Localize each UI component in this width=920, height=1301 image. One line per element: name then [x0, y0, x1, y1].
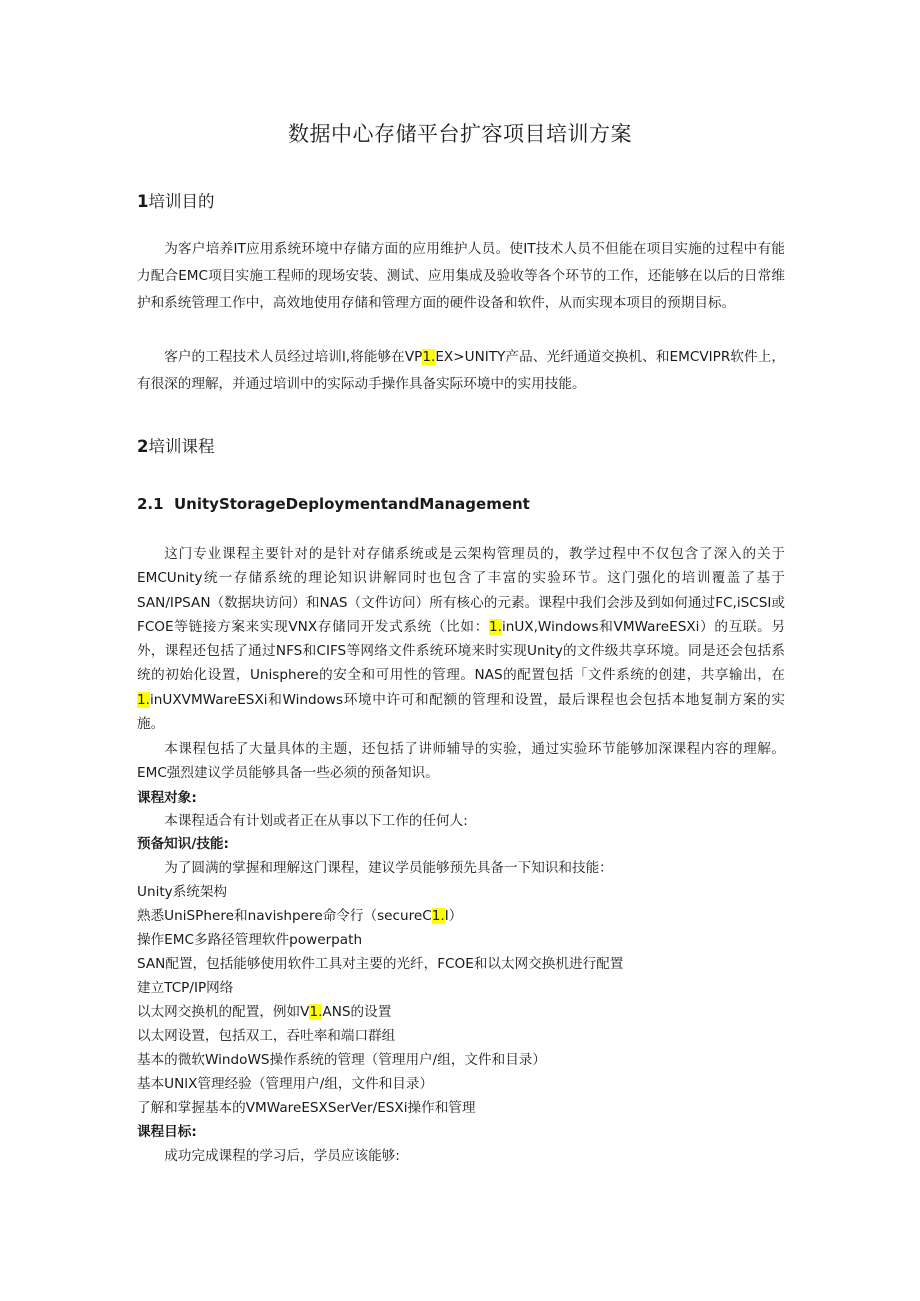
highlighted-text: 1. — [137, 691, 150, 708]
section-1-paragraph-2 — [137, 344, 785, 398]
highlighted-text: 1. — [309, 1004, 323, 1020]
prereq-item — [137, 1096, 785, 1120]
prerequisites-label: 预备知识/技能: — [137, 836, 229, 852]
text-run: 客户的工程技术人员经过培训l,将能够在VP — [164, 349, 423, 365]
text-run: I） — [444, 908, 463, 924]
section-1-paragraph-1: 为客户培养IT应用系统环境中存储方面的应用维护人员。使IT技术人员不但能在项目实施的过程中有能力配合EMC项目实施工程师的现场安装、测试、应用集成及验收等各个环节的工作，还能够在以后的日常维护和系统管理工作中，高效地使用存储和管理方面的硬件设备和软件，从而实现本项目的预期目标。 — [137, 241, 785, 311]
text-run: 以太网交换机的配置，例如V — [137, 1004, 310, 1020]
prereq-item — [137, 904, 785, 928]
section-2-1-heading — [137, 495, 530, 513]
section-2-1-number: 2.1 — [137, 495, 164, 513]
section-1-number: 1 — [137, 192, 149, 211]
highlighted-text: 1. — [488, 618, 502, 635]
section-2-heading — [137, 433, 214, 457]
audience-label: 课程对象: — [137, 790, 197, 806]
text-run: 了解和掌握基本的VMWareESXSerVer/ESXi操作和管理 — [137, 1100, 476, 1116]
prereq-item — [137, 1000, 785, 1024]
section-2-number: 2 — [137, 437, 149, 456]
text-run: ANS的设置 — [322, 1004, 392, 1020]
prereq-item — [137, 1048, 785, 1072]
section-1-heading — [137, 188, 214, 212]
text-run: EX>UNITY产品、光纤通道交换机、和EMCVIPR软件上，有很深的理解，并通过培训中的实际动手操作具备实际环境中的实用技能。 — [137, 349, 785, 392]
prereq-item — [137, 952, 785, 976]
text-run: SAN配置，包括能够使用软件工具对主要的光纤，FCOE和以太网交换机进行配置 — [137, 956, 624, 972]
highlighted-text: 1. — [431, 908, 445, 924]
section-1-title: 培训目的 — [148, 192, 215, 211]
section-2-1-title: UnityStorageDeploymentandManagement — [174, 495, 530, 513]
prerequisites-text: 为了圆满的掌握和理解这门课程，建议学员能够预先具备一下知识和技能： — [164, 860, 613, 876]
goals-label: 课程目标: — [137, 1124, 197, 1140]
text-run: inUX,Windows和VMWareESXi）的互联。另外，课程还包括了通过NFS和CIFS等网络文件系统环境来时实现Unity的文件级共享环境。同是还会包括系统的初始化设置，Unisphere的安全和可用性的管理。NAS的配置包括「文件系统的创建，共享输出，在 — [137, 618, 786, 684]
prereq-item — [137, 1024, 785, 1048]
section-2-1-paragraph-2: 本课程包括了大量具体的主题，还包括了讲师辅导的实验，通过实验环节能够加深课程内容的理解。EMC强烈建议学员能够具备一些必须的预备知识。 — [137, 741, 785, 781]
prereq-item — [137, 976, 785, 1000]
text-run: 熟悉UniSPhere和navishpere命令行（secureC — [137, 908, 432, 924]
document-title: 数据中心存储平台扩容项目培训方案 — [288, 122, 632, 146]
prereq-item — [137, 880, 785, 904]
highlighted-text: 1. — [422, 349, 436, 365]
prereq-item — [137, 1072, 785, 1096]
text-run: 这门专业课程主要针对的是针对存储系统或是云架构管理员的，教学过程中不仅包含了深入的关于EMCUnity统一存储系统的理论知识讲解同时也包含了丰富的实验环节。这门强化的培训覆盖了基于SAN/IPSAN（数据块访问）和NAS（文件访问）所有核心的元素。课程中我们会涉及到如何通过FC,iSCSI或FCOE等链接方案来实现VNX存储同开发式系统（比如： — [137, 546, 785, 635]
section-2-1-paragraph-1 — [137, 542, 785, 736]
text-run: 建立TCP/IP网络 — [137, 980, 234, 996]
text-run: 基本的微软WindoWS操作系统的管理（管理用户/组，文件和目录） — [137, 1052, 546, 1068]
text-run: 操作EMC多路径管理软件powerpath — [137, 932, 363, 948]
prereq-item — [137, 928, 785, 952]
text-run: 基本UNlX管理经验（管理用户/组，文件和目录） — [137, 1076, 434, 1092]
text-run: inUXVMWareESXi和Windows环境中许可和配额的管理和设置，最后课程也会包括本地复制方案的实施。 — [137, 691, 785, 733]
text-run: Unity系统架构 — [137, 884, 228, 900]
text-run: 以太网设置，包括双工，吞吐率和端口群组 — [137, 1028, 396, 1044]
section-2-title: 培训课程 — [148, 437, 215, 456]
audience-text: 本课程适合有计划或者正在从事以下工作的任何人: — [164, 813, 468, 829]
goals-text: 成功完成课程的学习后，学员应该能够: — [164, 1148, 400, 1164]
